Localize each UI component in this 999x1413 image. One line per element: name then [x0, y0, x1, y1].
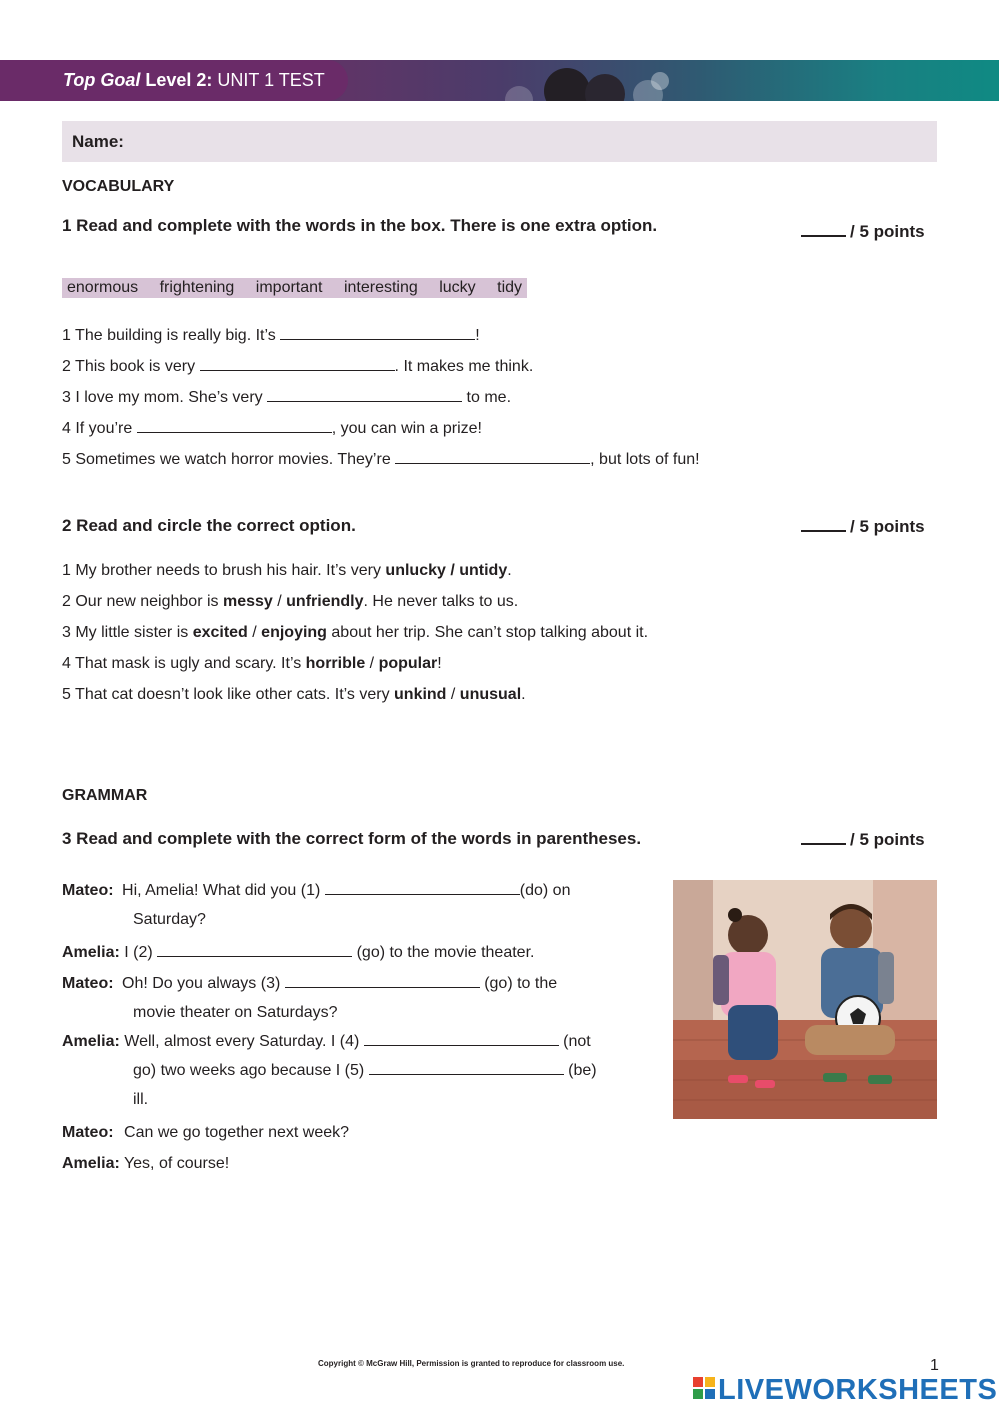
answer-blank[interactable]: [369, 1058, 564, 1075]
exercise-2-instruction: 2 Read and circle the correct option.: [62, 516, 356, 535]
dialogue-line: [62, 1149, 229, 1178]
exercise-1-item: [62, 354, 533, 376]
item-text: 2 This book is very: [62, 358, 200, 375]
choice-option[interactable]: unkind: [394, 686, 447, 703]
speaker-name: Mateo:: [62, 882, 114, 899]
exercise-1-instruction: 1 Read and complete with the words in the box. There is one extra option.: [62, 216, 658, 235]
decorative-bubble: [505, 86, 533, 101]
line-text: Hi, Amelia! What did you (1): [122, 882, 325, 899]
item-text: .: [507, 562, 512, 579]
choice-option[interactable]: popular: [378, 655, 438, 672]
speaker-name: Mateo:: [62, 1124, 114, 1141]
banner-title: [63, 60, 325, 101]
line-text: Oh! Do you always (3): [122, 975, 285, 992]
choice-separator: /: [247, 624, 262, 641]
word-option: frightening: [159, 279, 235, 296]
exercise-1-item: [62, 447, 700, 469]
choice-option[interactable]: unusual: [459, 686, 522, 703]
unit-label: UNIT 1 TEST: [217, 70, 325, 90]
item-text: , you can win a prize!: [331, 420, 482, 437]
item-text: !: [475, 327, 480, 344]
answer-blank[interactable]: [280, 323, 475, 340]
line-text: go) two weeks ago because I (5): [133, 1062, 369, 1079]
line-text: (not: [558, 1033, 591, 1050]
word-option: lucky: [439, 279, 476, 296]
answer-blank[interactable]: [325, 878, 520, 895]
line-text: (do) on: [519, 882, 571, 899]
speaker-name: Mateo:: [62, 975, 114, 992]
word-option: enormous: [67, 279, 139, 296]
exercise-1-item: [62, 416, 482, 438]
decorative-bubble: [651, 72, 669, 90]
children-illustration: [673, 880, 937, 1119]
copyright-notice: Copyright © McGraw Hill, Permission is granted to reproduce for classroom use.: [318, 1359, 625, 1368]
line-text: Yes, of course!: [123, 1155, 230, 1172]
brand-name: Top Goal: [63, 70, 141, 90]
dialogue-line: [62, 938, 534, 967]
choice-option[interactable]: horrible: [305, 655, 366, 672]
item-text: .: [521, 686, 526, 703]
score-blank[interactable]: [801, 221, 846, 237]
item-text: 4 If you’re: [62, 420, 137, 437]
answer-blank[interactable]: [285, 971, 480, 988]
exercise-1-points: [801, 221, 925, 242]
choice-separator: /: [272, 593, 287, 610]
answer-blank[interactable]: [200, 354, 395, 371]
item-text: !: [437, 655, 442, 672]
speaker-name: Amelia:: [62, 944, 120, 961]
exercise-1-item: [62, 323, 480, 345]
decorative-bubble: [585, 74, 625, 101]
dialogue-line: [62, 969, 557, 998]
item-text: 2 Our new neighbor is: [62, 593, 223, 610]
item-text: . It makes me think.: [394, 358, 534, 375]
dialogue-line: [62, 876, 570, 905]
word-option: important: [255, 279, 323, 296]
answer-blank[interactable]: [267, 385, 462, 402]
item-text: 3 My little sister is: [62, 624, 193, 641]
word-box: [62, 278, 527, 298]
word-option: interesting: [343, 279, 418, 296]
answer-blank[interactable]: [137, 416, 332, 433]
line-text: (be): [563, 1062, 597, 1079]
line-text: (go) to the movie theater.: [352, 944, 535, 961]
item-text: 5 Sometimes we watch horror movies. They’re: [62, 451, 396, 468]
choice-separator: /: [365, 655, 379, 672]
score-blank[interactable]: [801, 829, 846, 845]
page-number: 1: [930, 1357, 939, 1374]
choice-option[interactable]: enjoying: [261, 624, 327, 641]
dialogue-continuation: movie theater on Saturdays?: [133, 1004, 338, 1021]
header-banner: [0, 60, 999, 101]
line-text: I (2): [124, 944, 158, 961]
dialogue-line: [62, 1118, 349, 1147]
points-label: / 5 points: [850, 222, 925, 241]
exercise-1-item: [62, 385, 511, 407]
item-text: . He never talks to us.: [363, 593, 519, 610]
children-photo: [673, 880, 937, 1119]
item-text: , but lots of fun!: [590, 451, 700, 468]
answer-blank[interactable]: [157, 940, 352, 957]
dialogue-line: [62, 1027, 591, 1056]
points-label: / 5 points: [850, 830, 925, 849]
name-label: Name:: [72, 132, 124, 151]
level-label: Level 2:: [145, 70, 213, 90]
name-field[interactable]: [62, 121, 937, 162]
exercise-3-points: [801, 829, 925, 850]
line-text: (go) to the: [479, 975, 558, 992]
exercise-3-instruction: 3 Read and complete with the correct form of the words in parentheses.: [62, 829, 642, 848]
choice-option[interactable]: unfriendly: [286, 593, 364, 610]
line-text: Can we go together next week?: [124, 1124, 350, 1141]
choice-separator: /: [446, 686, 460, 703]
exercise-2-item: [62, 593, 518, 611]
choice-option[interactable]: messy: [222, 593, 273, 610]
exercise-2-item: [62, 624, 648, 642]
dialogue-continuation: ill.: [133, 1091, 149, 1108]
exercise-2-item: [62, 562, 512, 580]
item-text: 3 I love my mom. She’s very: [62, 389, 268, 406]
score-blank[interactable]: [801, 516, 846, 532]
item-text: 5 That cat doesn’t look like other cats. It’s very: [62, 686, 395, 703]
choice-option[interactable]: unlucky / untidy: [385, 562, 508, 579]
liveworksheets-logo-icon: [693, 1377, 715, 1399]
item-text: 1 My brother needs to brush his hair. It’s very: [62, 562, 386, 579]
dialogue-continuation: [133, 1056, 597, 1085]
item-text: to me.: [462, 389, 512, 406]
item-text: 1 The building is really big. It’s: [62, 327, 281, 344]
speaker-name: Amelia:: [62, 1033, 120, 1050]
grammar-heading: GRAMMAR: [62, 787, 148, 804]
choice-option[interactable]: excited: [192, 624, 248, 641]
decorative-bubble: [544, 68, 590, 101]
word-option: tidy: [497, 279, 523, 296]
answer-blank[interactable]: [364, 1029, 559, 1046]
item-text: 4 That mask is ugly and scary. It’s: [62, 655, 306, 672]
points-label: / 5 points: [850, 517, 925, 536]
exercise-2-item: [62, 655, 442, 673]
answer-blank[interactable]: [395, 447, 590, 464]
item-text: about her trip. She can’t stop talking about it.: [326, 624, 649, 641]
vocabulary-heading: VOCABULARY: [62, 178, 175, 195]
liveworksheets-watermark: LIVEWORKSHEETS: [718, 1374, 998, 1406]
exercise-2-points: [801, 516, 925, 537]
exercise-2-item: [62, 686, 526, 704]
line-text: Well, almost every Saturday. I (4): [124, 1033, 364, 1050]
dialogue-continuation: Saturday?: [133, 911, 206, 928]
speaker-name: Amelia:: [62, 1155, 120, 1172]
